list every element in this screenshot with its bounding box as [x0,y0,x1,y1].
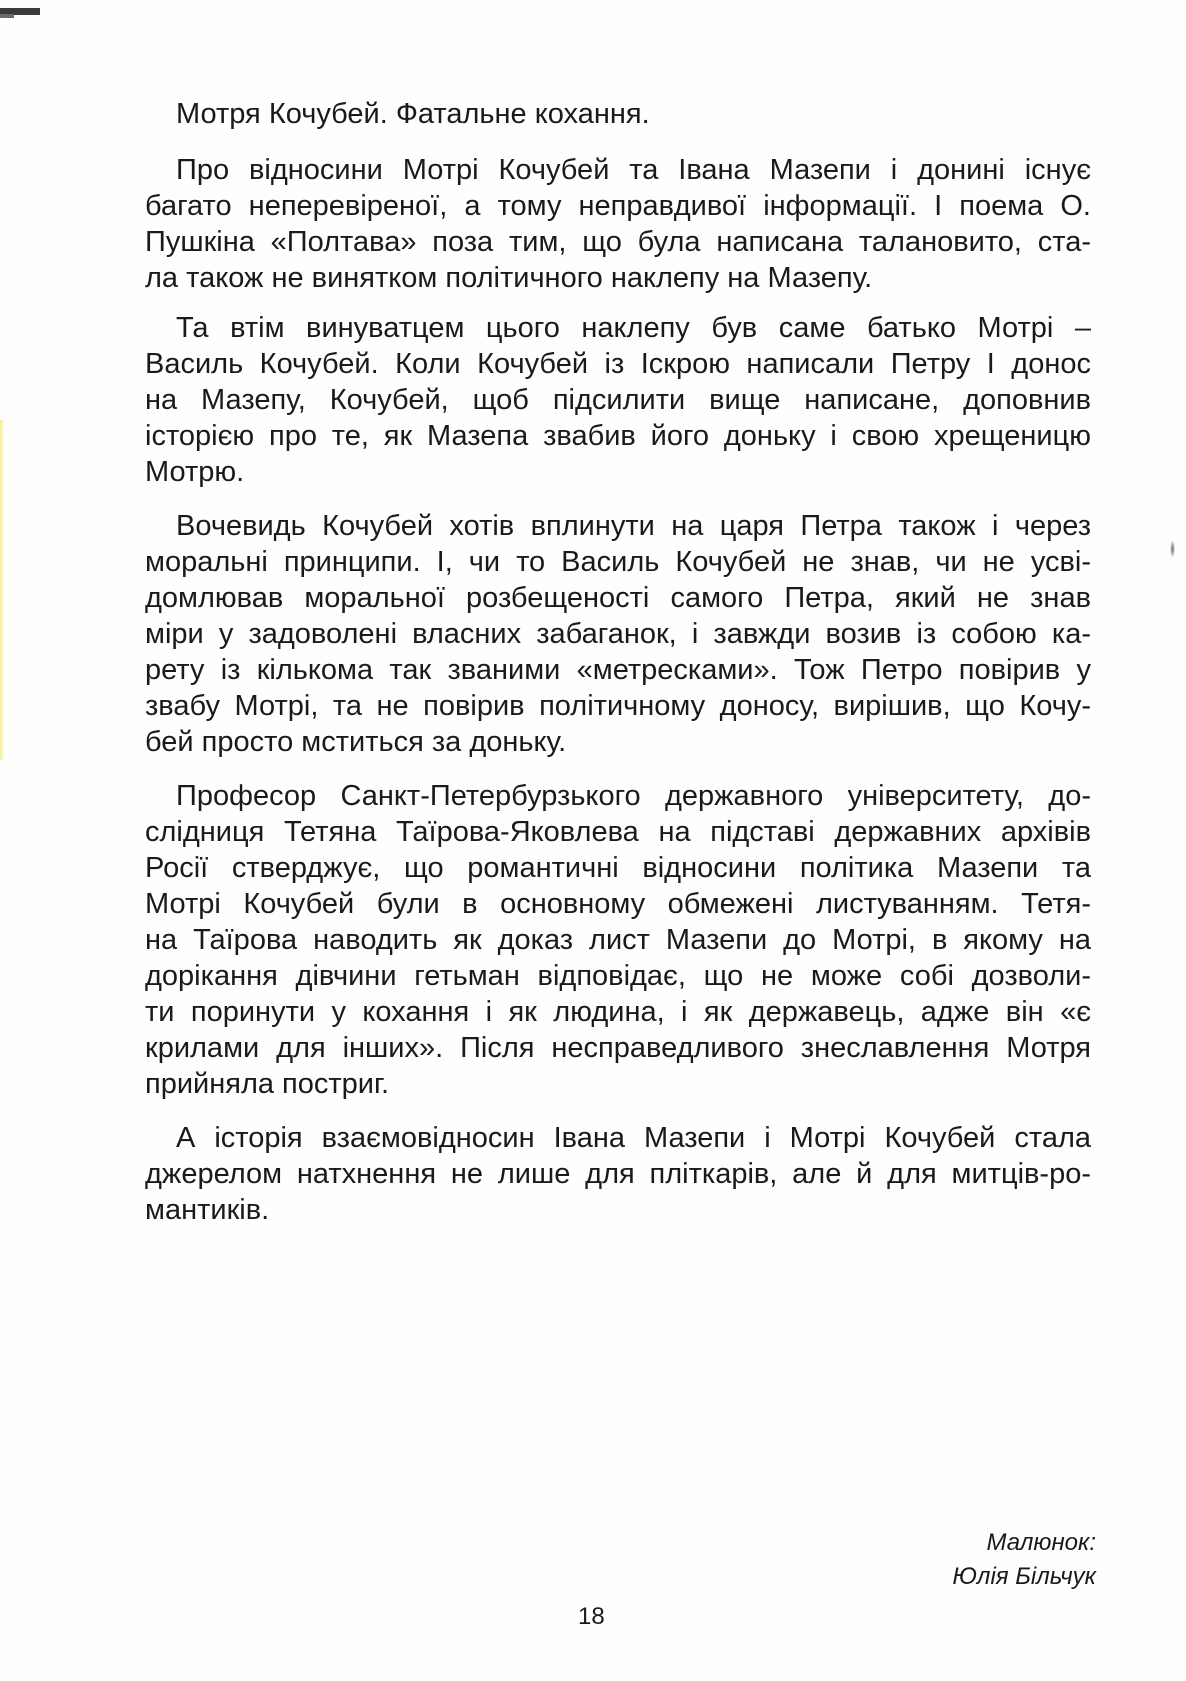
text-line: Росії стверджує, що романтичні відносини політика Мазепи та [145,852,1091,884]
text-line: домлював моральної розбещеності самого Петра, який не знав [145,582,1091,614]
text-line: моральні принципи. І, чи то Василь Кочубей не знав, чи не усві- [145,546,1091,578]
text-line: А історія взаємовідносин Івана Мазепи і Мотрі Кочубей стала [176,1122,1091,1154]
text-line: Та втім винуватцем цього наклепу був саме батько Мотрі – [176,312,1091,344]
scan-corner-mark-small [0,14,14,18]
text-line: на Мазепу, Кочубей, щоб підсилити вище написане, доповнив [145,384,1091,416]
text-line: Про відносини Мотрі Кочубей та Івана Мазепи і донині існує [176,154,1091,186]
text-line: ла також не винятком політичного наклепу на Мазепу. [145,262,873,294]
text-line: на Таїрова наводить як доказ лист Мазепи до Мотрі, в якому на [145,924,1091,956]
text-line: джерелом натхнення не лише для пліткарів, але й для митців-ро- [145,1158,1091,1190]
text-line: бей просто мститься за доньку. [145,726,567,758]
text-line: Мотрі Кочубей були в основному обмежені листуванням. Тетя- [145,888,1091,920]
text-line: Вочевидь Кочубей хотів вплинути на царя Петра також і через [176,510,1091,542]
text-line: багато неперевіреної, а тому неправдивої інформації. І поема О. [145,190,1091,222]
scan-speck [1170,540,1175,558]
text-line: міри у задоволені власних забаганок, і завжди возив із собою ка- [145,618,1091,650]
text-line: Мотрю. [145,456,245,488]
text-line: рету із кількома так званими «метресками». Тож Петро повірив у [145,654,1091,686]
text-line: ти поринути у кохання і як людина, і як державець, адже він «є [145,996,1091,1028]
page-edge-tint [0,420,4,760]
illustration-caption-label: Малюнок: [986,1529,1096,1556]
article-title: Мотря Кочубей. Фатальне кохання. [176,98,650,130]
text-line: Професор Санкт-Петербурзького державного університету, до- [176,780,1091,812]
text-line: мантиків. [145,1194,270,1226]
text-line: звабу Мотрі, та не повірив політичному доносу, вирішив, що Кочу- [145,690,1091,722]
text-line: історією про те, як Мазепа звабив його доньку і свою хрещеницю [145,420,1091,452]
text-line: Пушкіна «Полтава» поза тим, що була написана талановито, ста- [145,226,1091,258]
text-line: дорікання дівчини гетьман відповідає, що не може собі дозволи- [145,960,1091,992]
text-line: Василь Кочубей. Коли Кочубей із Іскрою написали Петру І донос [145,348,1091,380]
text-line: прийняла постриг. [145,1068,390,1100]
text-line: слідниця Тетяна Таїрова-Яковлева на підставі державних архівів [145,816,1091,848]
page-number: 18 [578,1603,605,1630]
illustration-caption-author: Юлія Більчук [952,1563,1096,1590]
text-line: крилами для інших». Після несправедливого знеславлення Мотря [145,1032,1091,1064]
